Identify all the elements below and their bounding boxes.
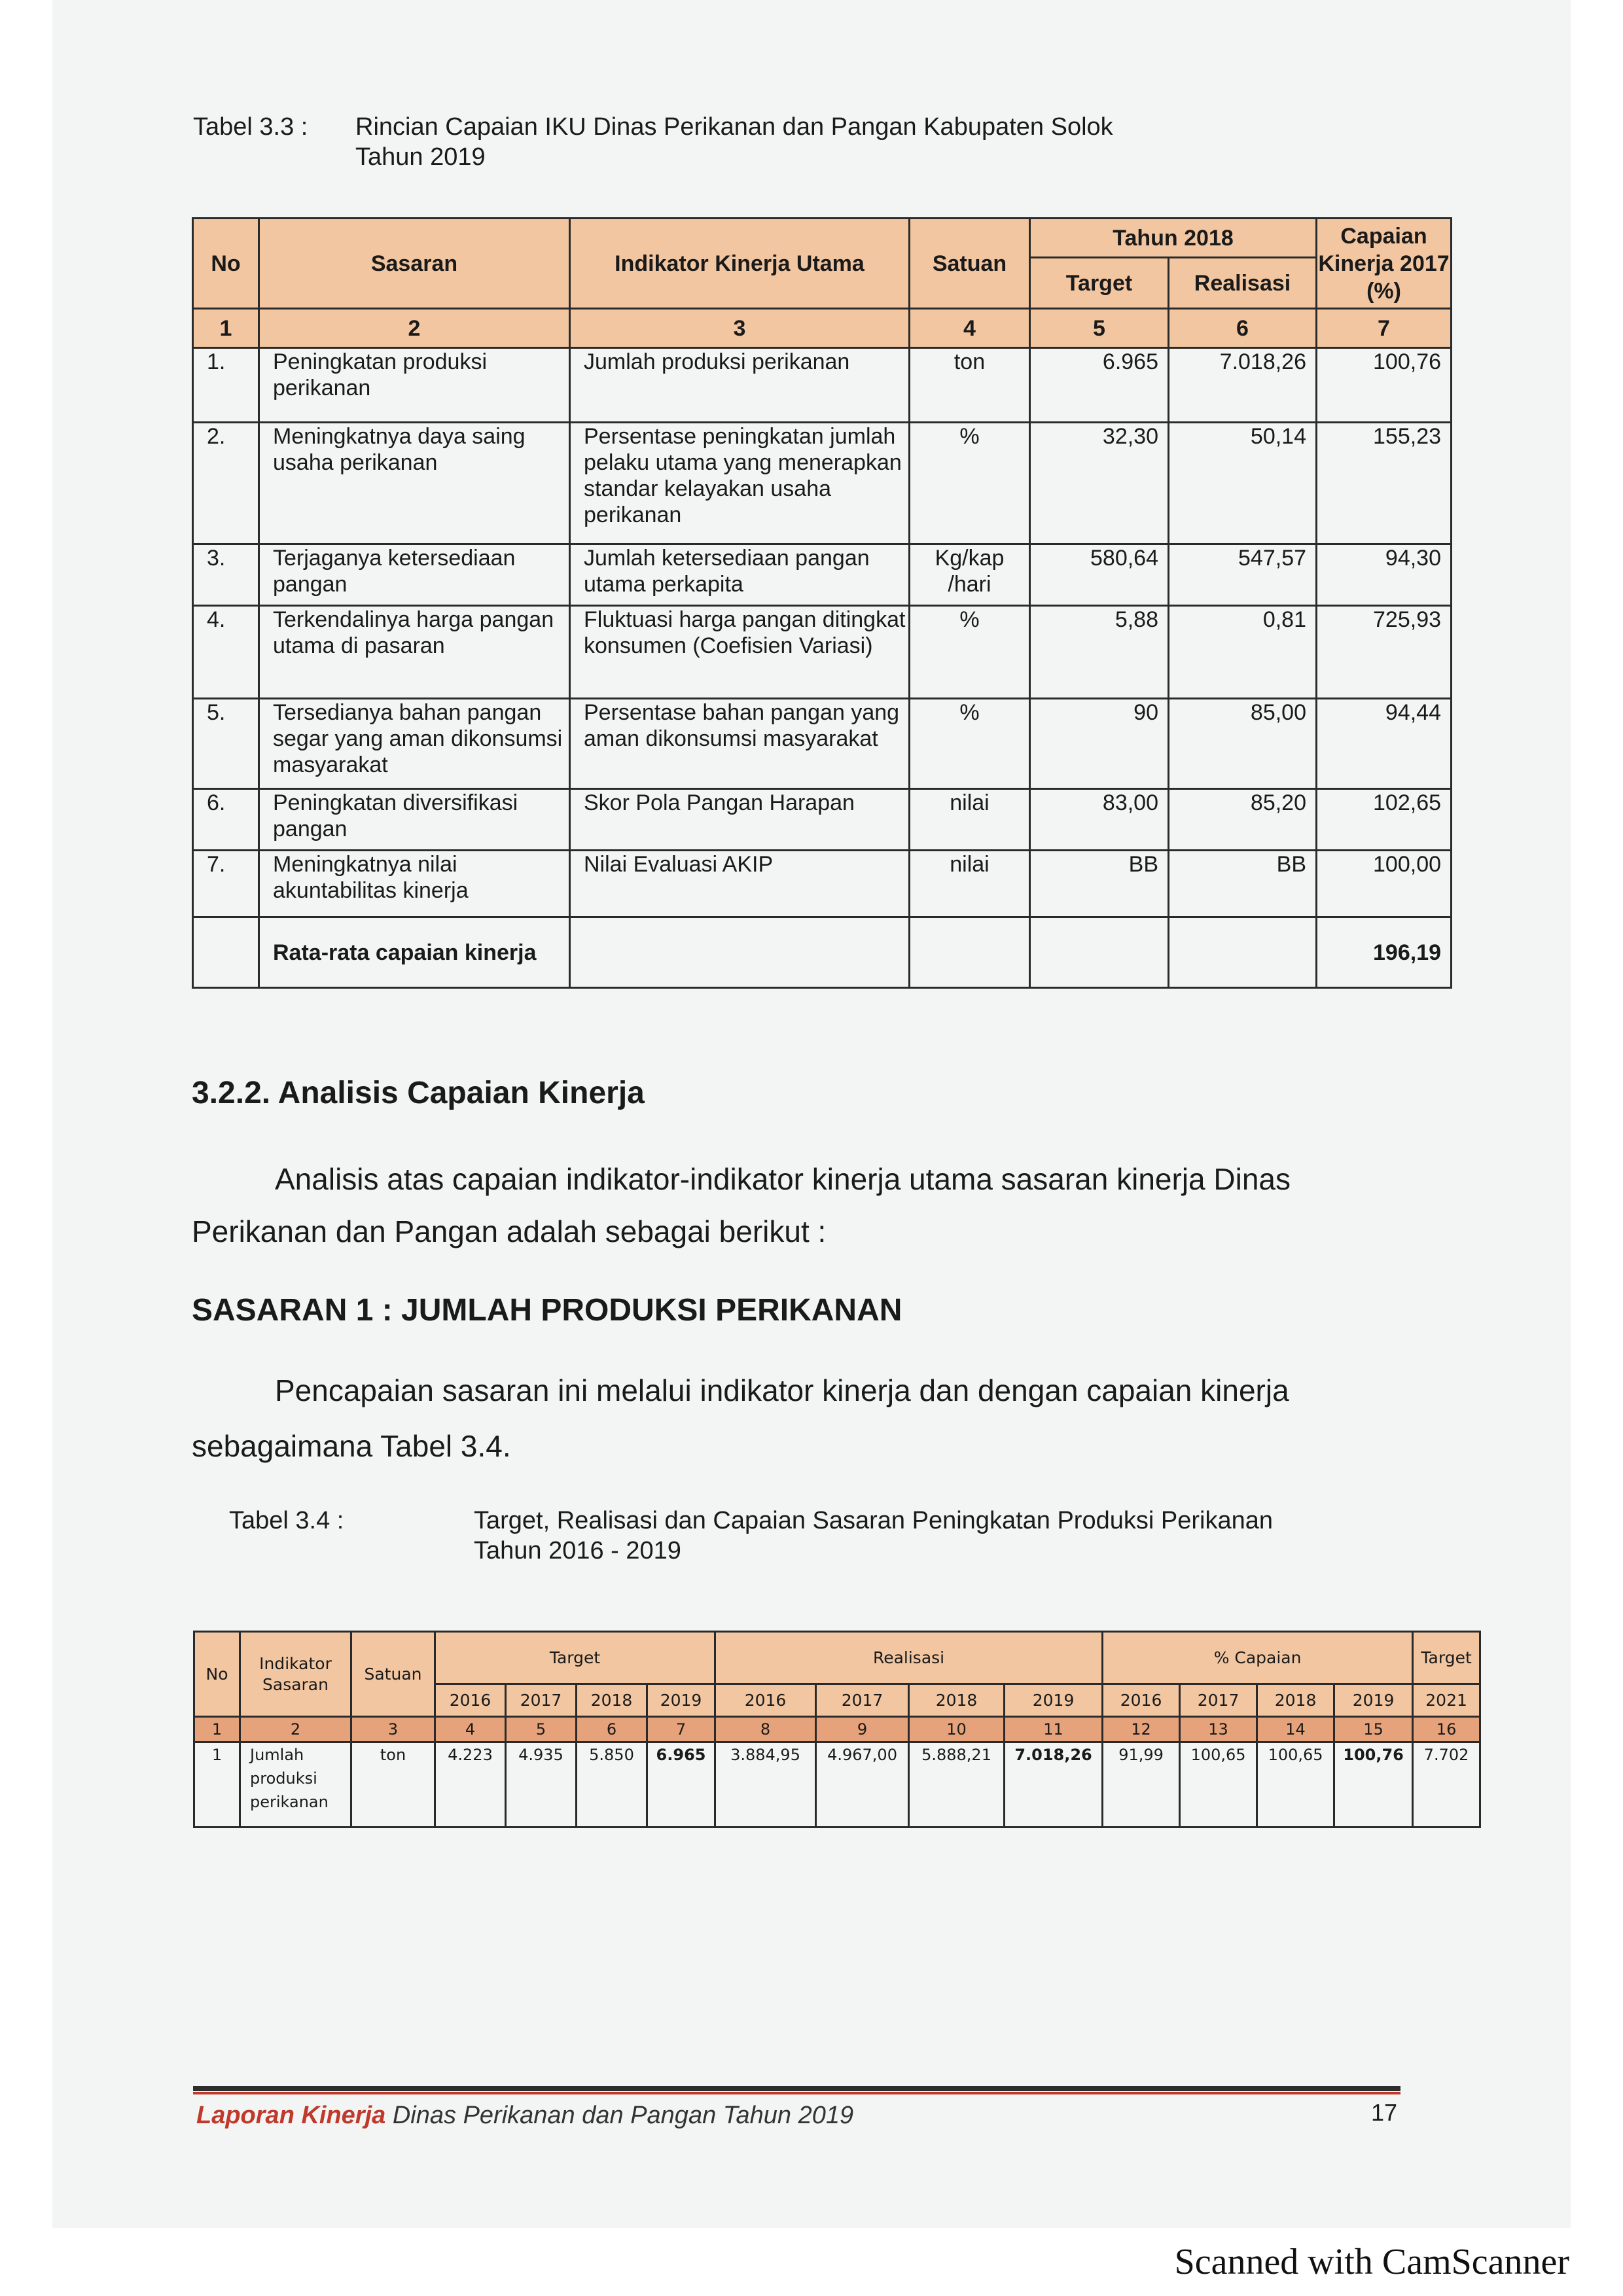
header-satuan: Satuan [910,219,1030,309]
year: 2019 [1334,1684,1413,1717]
cell-satuan: % [910,606,1030,699]
cell-realisasi: 0,81 [1169,606,1317,699]
cell-target: 90 [1030,699,1169,789]
header-indikator: Indikator Sasaran [240,1632,351,1717]
cell-indikator: Jumlah ketersediaan pangan utama perkapita [570,544,910,606]
header-target: Target [435,1632,715,1684]
cell-capaian: 94,44 [1317,699,1452,789]
paragraph-1-line-1: Analisis atas capaian indikator-indikator kinerja utama sasaran kinerja Dinas [275,1162,1291,1196]
cell-indikator: Fluktuasi harga pangan ditingkat konsumen (Coefisien Variasi) [570,606,910,699]
cell-realisasi: 85,00 [1169,699,1317,789]
cell-realisasi: 50,14 [1169,423,1317,544]
header-target: Target [1030,258,1169,309]
cell-realisasi: 4.967,00 [816,1742,909,1828]
cell-capaian: 100,00 [1317,851,1452,917]
total-label: Rata-rata capaian kinerja [259,917,570,988]
cell-realisasi: BB [1169,851,1317,917]
colnum: 3 [570,309,910,348]
cell-no: 7. [193,851,259,917]
cell-realisasi: 5.888,21 [909,1742,1005,1828]
table-row [193,789,1452,851]
table-3-3-caption [193,113,1306,178]
cell-target: 83,00 [1030,789,1169,851]
year: 2021 [1413,1684,1480,1717]
total-row [193,917,1452,988]
footer-highlight: Laporan Kinerja [196,2102,386,2129]
table-row [193,423,1452,544]
year: 2017 [816,1684,909,1717]
header-realisasi: Realisasi [1169,258,1317,309]
year: 2019 [1005,1684,1103,1717]
cell-target: BB [1030,851,1169,917]
cell-sasaran: Terkendalinya harga pangan utama di pasaran [259,606,570,699]
cell-realisasi: 3.884,95 [715,1742,816,1828]
cell-target: 5,88 [1030,606,1169,699]
cell-no: 3. [193,544,259,606]
colnum: 7 [1317,309,1452,348]
cell-capaian: 102,65 [1317,789,1452,851]
section-heading: 3.2.2. Analisis Capaian Kinerja [192,1076,645,1110]
table-row [193,699,1452,789]
header-realisasi: Realisasi [715,1632,1103,1684]
header-target-2021: Target [1413,1632,1480,1684]
cell-target-2021: 7.702 [1413,1742,1480,1828]
caption-label: Tabel 3.4 : [229,1507,344,1534]
footer-text [196,2102,853,2130]
colnum: 2 [240,1717,351,1742]
page-number: 17 [1371,2099,1398,2126]
cell-satuan: ton [910,348,1030,423]
cell-target: 5.850 [577,1742,647,1828]
header-satuan: Satuan [351,1632,435,1717]
cell-satuan: ton [351,1742,435,1828]
header-no: No [194,1632,240,1717]
footer-rule-accent [193,2092,1400,2094]
cell-sasaran: Meningkatnya daya saing usaha perikanan [259,423,570,544]
cell-no: 6. [193,789,259,851]
cell-indikator: Persentase peningkatan jumlah pelaku utama yang menerapkan standar kelayakan usaha perikanan [570,423,910,544]
header-indikator: Indikator Kinerja Utama [570,219,910,309]
cell-indikator: Nilai Evaluasi AKIP [570,851,910,917]
cell-realisasi: 7.018,26 [1005,1742,1103,1828]
header-capaian: Capaian Kinerja 2017 (%) [1317,219,1452,309]
caption-text: Rincian Capaian IKU Dinas Perikanan dan Pangan Kabupaten Solok [355,113,1113,141]
cell-capaian: 100,65 [1257,1742,1334,1828]
paragraph-2-line-1: Pencapaian sasaran ini melalui indikator kinerja dan dengan capaian kinerja [275,1373,1289,1407]
cell-no: 4. [193,606,259,699]
sasaran-heading: SASARAN 1 : JUMLAH PRODUKSI PERIKANAN [192,1293,902,1328]
colnum: 4 [435,1717,506,1742]
colnum: 13 [1180,1717,1257,1742]
cell-capaian: 725,93 [1317,606,1452,699]
cell-realisasi: 7.018,26 [1169,348,1317,423]
cell-no: 1. [193,348,259,423]
table-3-4-caption [229,1506,1440,1572]
cell-indikator: Skor Pola Pangan Harapan [570,789,910,851]
table-3-4 [193,1631,1481,1828]
colnum: 6 [1169,309,1317,348]
cell-target: 32,30 [1030,423,1169,544]
table-row [193,851,1452,917]
cell-capaian: 155,23 [1317,423,1452,544]
colnum: 9 [816,1717,909,1742]
caption-text-line2: Tahun 2019 [355,143,486,171]
colnum: 3 [351,1717,435,1742]
colnum: 2 [259,309,570,348]
table-3-3 [192,217,1452,989]
cell-sasaran: Peningkatan diversifikasi pangan [259,789,570,851]
cell-target: 4.223 [435,1742,506,1828]
cell-capaian: 94,30 [1317,544,1452,606]
cell-satuan: % [910,423,1030,544]
year: 2017 [1180,1684,1257,1717]
cell-no: 5. [193,699,259,789]
colnum: 7 [647,1717,715,1742]
table-row [194,1742,1480,1828]
caption-text-line2: Tahun 2016 - 2019 [474,1537,681,1564]
cell-realisasi: 85,20 [1169,789,1317,851]
cell-satuan: Kg/kap /hari [910,544,1030,606]
cell-capaian: 100,76 [1334,1742,1413,1828]
cell-indikator: Jumlah produksi perikanan [570,348,910,423]
colnum: 5 [506,1717,577,1742]
header-no: No [193,219,259,309]
colnum: 5 [1030,309,1169,348]
cell-target: 6.965 [1030,348,1169,423]
header-sasaran: Sasaran [259,219,570,309]
table-row [193,544,1452,606]
colnum: 4 [910,309,1030,348]
year: 2016 [1103,1684,1180,1717]
colnum: 12 [1103,1717,1180,1742]
cell-indikator: Jumlah produksi perikanan [240,1742,351,1828]
year: 2018 [577,1684,647,1717]
footer-rule [193,2086,1400,2091]
header-capaian: % Capaian [1103,1632,1413,1684]
cell-realisasi: 547,57 [1169,544,1317,606]
table-row [193,606,1452,699]
colnum: 8 [715,1717,816,1742]
cell-satuan: nilai [910,789,1030,851]
colnum: 6 [577,1717,647,1742]
cell-satuan: nilai [910,851,1030,917]
year: 2018 [909,1684,1005,1717]
cell-no: 1 [194,1742,240,1828]
year: 2018 [1257,1684,1334,1717]
cell-sasaran: Peningkatan produksi perikanan [259,348,570,423]
cell-sasaran: Meningkatnya nilai akuntabilitas kinerja [259,851,570,917]
cell-sasaran: Terjaganya ketersediaan pangan [259,544,570,606]
cell-capaian: 100,65 [1180,1742,1257,1828]
total-value: 196,19 [1317,917,1452,988]
cell-no: 2. [193,423,259,544]
colnum: 1 [194,1717,240,1742]
colnum: 10 [909,1717,1005,1742]
cell-indikator: Persentase bahan pangan yang aman dikonsumsi masyarakat [570,699,910,789]
colnum: 14 [1257,1717,1334,1742]
table-row [193,348,1452,423]
cell-sasaran: Tersedianya bahan pangan segar yang aman dikonsumsi masyarakat [259,699,570,789]
cell-capaian: 91,99 [1103,1742,1180,1828]
cell-satuan: % [910,699,1030,789]
scanner-watermark: Scanned with CamScanner [1174,2242,1569,2282]
cell-capaian: 100,76 [1317,348,1452,423]
colnum: 11 [1005,1717,1103,1742]
caption-text: Target, Realisasi dan Capaian Sasaran Peningkatan Produksi Perikanan [474,1507,1273,1534]
colnum: 15 [1334,1717,1413,1742]
colnum: 1 [193,309,259,348]
colnum: 16 [1413,1717,1480,1742]
year: 2016 [435,1684,506,1717]
year: 2017 [506,1684,577,1717]
footer-title: Dinas Perikanan dan Pangan Tahun 2019 [385,2102,854,2129]
caption-label: Tabel 3.3 : [193,113,308,141]
cell-target: 4.935 [506,1742,577,1828]
year: 2019 [647,1684,715,1717]
year: 2016 [715,1684,816,1717]
cell-target: 580,64 [1030,544,1169,606]
cell-target: 6.965 [647,1742,715,1828]
paragraph-1-line-2: Perikanan dan Pangan adalah sebagai berikut : [192,1214,827,1248]
paragraph-2-line-2: sebagaimana Tabel 3.4. [192,1429,511,1463]
header-tahun: Tahun 2018 [1030,219,1317,258]
